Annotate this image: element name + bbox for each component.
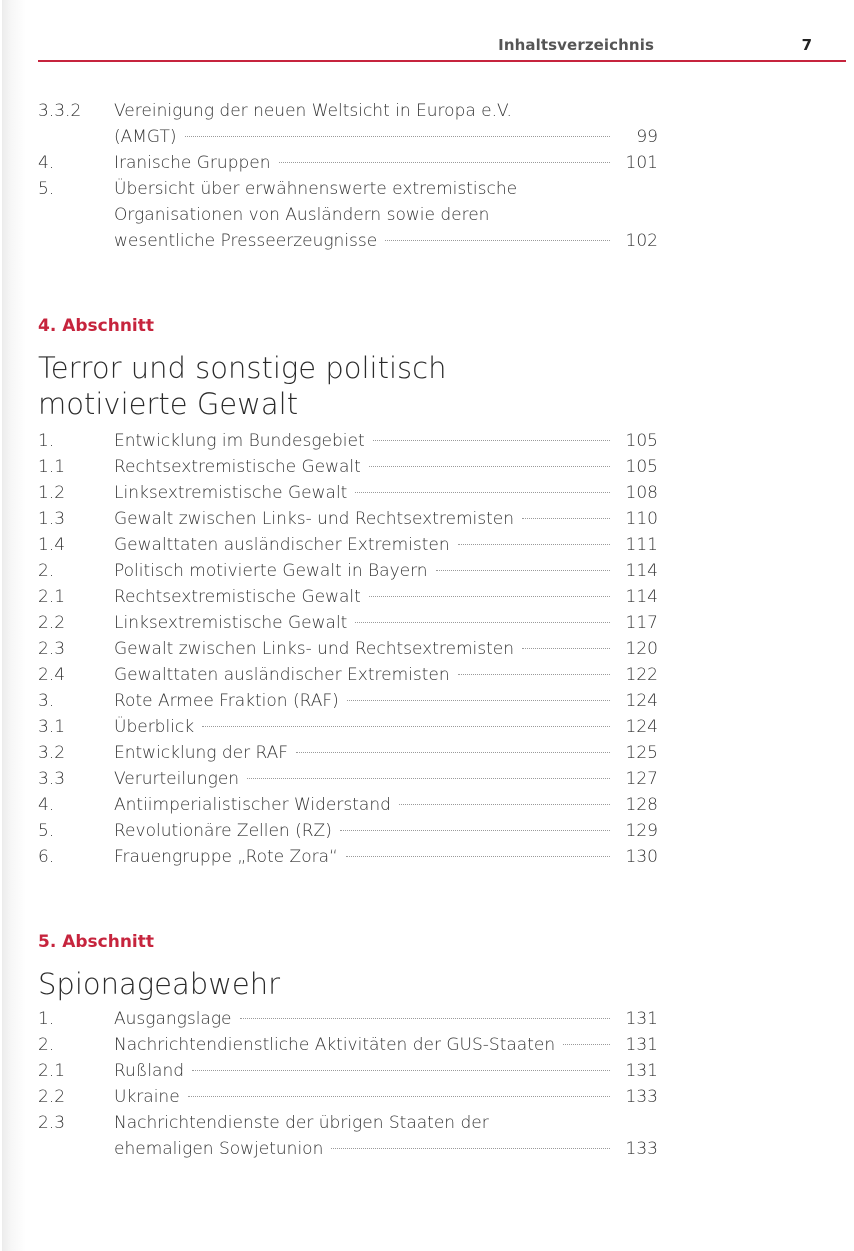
leader-dots bbox=[347, 699, 610, 701]
toc-entry-number: 1.2 bbox=[38, 483, 66, 503]
toc-entry[interactable] bbox=[38, 532, 658, 558]
toc-entry-number: 5. bbox=[38, 179, 55, 199]
header-rule bbox=[38, 60, 846, 62]
leader-dots bbox=[355, 491, 610, 493]
toc-entry-page: 128 bbox=[625, 795, 658, 815]
leader-dots bbox=[202, 725, 610, 727]
toc-entry-number: 1. bbox=[38, 1009, 55, 1029]
toc-entry-text: Entwicklung der RAF bbox=[114, 743, 289, 763]
toc-entry-page: 125 bbox=[625, 743, 658, 763]
toc-entry-page: 105 bbox=[625, 457, 658, 477]
leader-dots bbox=[522, 647, 610, 649]
toc-entry-page: 110 bbox=[625, 509, 658, 529]
toc-entry[interactable] bbox=[38, 150, 658, 176]
leader-dots bbox=[373, 439, 610, 441]
toc-entry-number: 2.3 bbox=[38, 1113, 66, 1133]
toc-entry-number: 3. bbox=[38, 691, 55, 711]
toc-entry[interactable] bbox=[38, 740, 658, 766]
toc-entry-page: 105 bbox=[625, 431, 658, 451]
toc-entry-number: 6. bbox=[38, 847, 55, 867]
toc-entry-text: Nachrichtendienstliche Aktivitäten der GUS-Staaten bbox=[114, 1035, 556, 1055]
toc-section5-list bbox=[38, 1006, 658, 1162]
toc-entry[interactable] bbox=[38, 1084, 658, 1110]
toc-entry-page: 114 bbox=[625, 561, 658, 581]
toc-entry-page: 131 bbox=[625, 1061, 658, 1081]
toc-entry-number: 2. bbox=[38, 1035, 55, 1055]
section-label: 4. Abschnitt bbox=[38, 316, 155, 336]
toc-entry-text: Revolutionäre Zellen (RZ) bbox=[114, 821, 332, 841]
toc-entry-page: 124 bbox=[625, 691, 658, 711]
toc-entry-page: 101 bbox=[625, 153, 658, 173]
leader-dots bbox=[522, 517, 610, 519]
toc-entry-number: 5. bbox=[38, 821, 55, 841]
toc-entry-text: Ausgangslage bbox=[114, 1009, 232, 1029]
toc-entry-text: Verurteilungen bbox=[114, 769, 240, 789]
leader-dots bbox=[331, 1147, 610, 1149]
toc-entry-number: 4. bbox=[38, 795, 55, 815]
toc-entry-page: 102 bbox=[625, 231, 658, 251]
toc-top-block bbox=[38, 98, 658, 254]
leader-dots bbox=[436, 569, 610, 571]
toc-entry[interactable] bbox=[38, 688, 658, 714]
toc-entry-text: Gewalttaten ausländischer Extremisten bbox=[114, 665, 450, 685]
toc-entry-text: Rote Armee Fraktion (RAF) bbox=[114, 691, 339, 711]
toc-entry-number: 3.3.2 bbox=[38, 101, 82, 121]
toc-entry-text: Gewalt zwischen Links- und Rechtsextremisten bbox=[114, 509, 515, 529]
toc-entry-page: 133 bbox=[625, 1087, 658, 1107]
toc-entry[interactable] bbox=[38, 454, 658, 480]
toc-entry-text: Rechtsextremistische Gewalt bbox=[114, 457, 361, 477]
section-title bbox=[38, 350, 638, 422]
leader-dots bbox=[192, 1069, 610, 1071]
header-title: Inhaltsverzeichnis bbox=[498, 36, 654, 54]
leader-dots bbox=[563, 1043, 610, 1045]
leader-dots bbox=[279, 161, 610, 163]
toc-entry-page: 111 bbox=[625, 535, 658, 555]
toc-entry-text: Organisationen von Ausländern sowie deren bbox=[114, 205, 490, 225]
toc-entry-text: Ukraine bbox=[114, 1087, 180, 1107]
toc-entry-text: (AMGT) bbox=[114, 127, 177, 147]
toc-entry-number: 2. bbox=[38, 561, 55, 581]
toc-entry-text: Entwicklung im Bundesgebiet bbox=[114, 431, 365, 451]
toc-entry[interactable] bbox=[38, 506, 658, 532]
leader-dots bbox=[369, 465, 610, 467]
toc-entry-page: 129 bbox=[625, 821, 658, 841]
toc-section4-list bbox=[38, 428, 658, 870]
leader-dots bbox=[355, 621, 610, 623]
toc-entry-number: 1. bbox=[38, 431, 55, 451]
toc-entry-page: 120 bbox=[625, 639, 658, 659]
toc-entry[interactable] bbox=[38, 1032, 658, 1058]
toc-entry-number: 3.1 bbox=[38, 717, 66, 737]
leader-dots bbox=[399, 803, 610, 805]
toc-entry[interactable] bbox=[38, 610, 658, 636]
leader-dots bbox=[185, 135, 610, 137]
toc-entry-page: 108 bbox=[625, 483, 658, 503]
toc-entry[interactable] bbox=[38, 428, 658, 454]
toc-entry-text: Gewalttaten ausländischer Extremisten bbox=[114, 535, 450, 555]
leader-dots bbox=[188, 1095, 610, 1097]
toc-entry-page: 122 bbox=[625, 665, 658, 685]
toc-entry[interactable] bbox=[38, 636, 658, 662]
toc-entry-page: 131 bbox=[625, 1035, 658, 1055]
toc-entry-text: Frauengruppe „Rote Zora“ bbox=[114, 847, 338, 867]
toc-entry[interactable] bbox=[38, 1006, 658, 1032]
section-title-line: motivierte Gewalt bbox=[38, 387, 299, 421]
toc-entry[interactable] bbox=[38, 792, 658, 818]
section-label: 5. Abschnitt bbox=[38, 932, 155, 952]
toc-entry-text: Iranische Gruppen bbox=[114, 153, 271, 173]
toc-entry[interactable] bbox=[38, 662, 658, 688]
toc-entry-text: Gewalt zwischen Links- und Rechtsextremisten bbox=[114, 639, 515, 659]
toc-entry-number: 1.3 bbox=[38, 509, 66, 529]
toc-entry[interactable] bbox=[38, 98, 658, 150]
toc-entry-text: ehemaligen Sowjetunion bbox=[114, 1139, 324, 1159]
page-spine-shadow bbox=[2, 0, 26, 1251]
toc-entry-text: Nachrichtendienste der übrigen Staaten der bbox=[114, 1113, 489, 1133]
toc-entry-page: 117 bbox=[625, 613, 658, 633]
toc-entry-text: Linksextremistische Gewalt bbox=[114, 483, 348, 503]
toc-entry[interactable] bbox=[38, 1110, 658, 1162]
toc-entry-text: Übersicht über erwähnenswerte extremistische bbox=[114, 179, 518, 199]
toc-entry-number: 2.2 bbox=[38, 1087, 66, 1107]
toc-entry-text: Rechtsextremistische Gewalt bbox=[114, 587, 361, 607]
toc-entry-text: Vereinigung der neuen Weltsicht in Europa e.V. bbox=[114, 101, 512, 121]
toc-entry[interactable] bbox=[38, 818, 658, 844]
toc-entry[interactable] bbox=[38, 584, 658, 610]
toc-entry-text: Politisch motivierte Gewalt in Bayern bbox=[114, 561, 428, 581]
leader-dots bbox=[340, 829, 610, 831]
toc-entry-number: 3.2 bbox=[38, 743, 66, 763]
toc-entry[interactable] bbox=[38, 844, 658, 870]
toc-entry-number: 2.1 bbox=[38, 1061, 66, 1081]
toc-entry-page: 124 bbox=[625, 717, 658, 737]
toc-entry-text: wesentliche Presseerzeugnisse bbox=[114, 231, 378, 251]
section-title-line: Terror und sonstige politisch bbox=[38, 351, 447, 385]
toc-entry-page: 131 bbox=[625, 1009, 658, 1029]
toc-entry[interactable] bbox=[38, 176, 658, 254]
page-header bbox=[38, 36, 848, 60]
toc-entry[interactable] bbox=[38, 480, 658, 506]
toc-entry-page: 114 bbox=[625, 587, 658, 607]
leader-dots bbox=[296, 751, 610, 753]
toc-entry-number: 2.2 bbox=[38, 613, 66, 633]
toc-entry-text: Linksextremistische Gewalt bbox=[114, 613, 348, 633]
leader-dots bbox=[240, 1017, 610, 1019]
toc-entry-number: 1.1 bbox=[38, 457, 66, 477]
toc-entry-text: Rußland bbox=[114, 1061, 185, 1081]
toc-entry[interactable] bbox=[38, 1058, 658, 1084]
header-page-number: 7 bbox=[801, 36, 812, 54]
leader-dots bbox=[369, 595, 610, 597]
toc-entry-page: 133 bbox=[625, 1139, 658, 1159]
toc-entry-number: 2.1 bbox=[38, 587, 66, 607]
toc-entry-number: 3.3 bbox=[38, 769, 66, 789]
toc-entry-page: 99 bbox=[636, 127, 658, 147]
leader-dots bbox=[458, 543, 610, 545]
leader-dots bbox=[458, 673, 610, 675]
toc-entry-page: 130 bbox=[625, 847, 658, 867]
toc-entry-text: Überblick bbox=[114, 717, 195, 737]
toc-entry[interactable] bbox=[38, 558, 658, 584]
toc-entry[interactable] bbox=[38, 714, 658, 740]
leader-dots bbox=[247, 777, 610, 779]
toc-entry-number: 4. bbox=[38, 153, 55, 173]
leader-dots bbox=[385, 239, 610, 241]
toc-entry-number: 2.3 bbox=[38, 639, 66, 659]
toc-entry-text: Antiimperialistischer Widerstand bbox=[114, 795, 391, 815]
leader-dots bbox=[346, 855, 610, 857]
section-title: Spionageabwehr bbox=[38, 967, 281, 1001]
toc-entry-number: 1.4 bbox=[38, 535, 66, 555]
toc-entry[interactable] bbox=[38, 766, 658, 792]
toc-entry-number: 2.4 bbox=[38, 665, 66, 685]
toc-entry-page: 127 bbox=[625, 769, 658, 789]
